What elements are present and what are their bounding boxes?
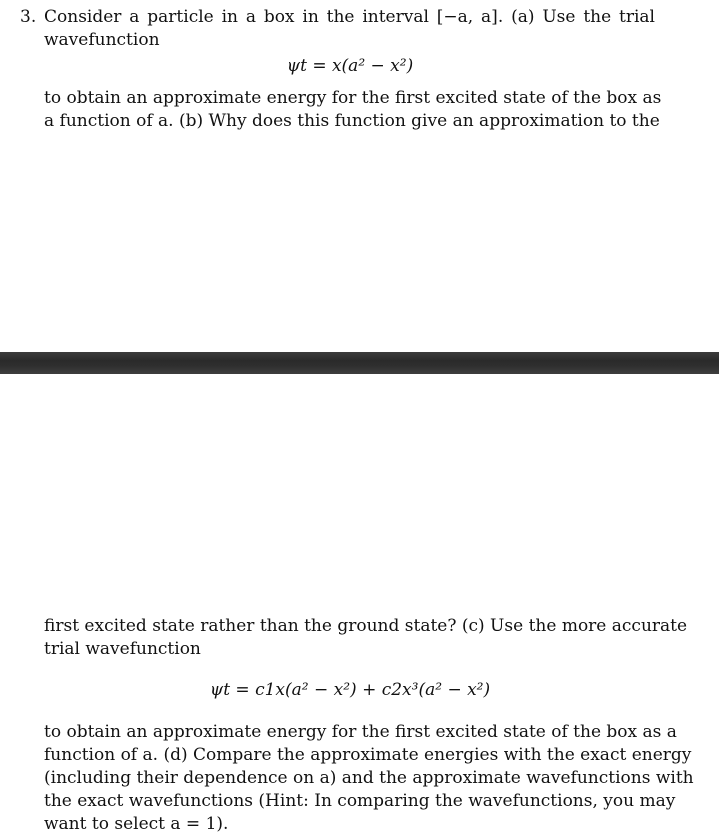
equation-trial-wavefunction <box>0 54 700 78</box>
text-line: function of a. (d) Compare the approximate energies with the exact energy <box>44 745 692 765</box>
equation-text: ψt = x(a² − x²) <box>286 56 414 76</box>
page-divider <box>0 352 719 374</box>
text-line: want to select a = 1). <box>44 814 229 834</box>
page-top <box>0 0 719 352</box>
text-line: a function of a. (b) Why does this function give an approximation to the <box>44 111 660 131</box>
text-line: wavefunction <box>44 30 160 50</box>
problem-number: 3. <box>20 7 37 27</box>
text-line: first excited state rather than the ground state? (c) Use the more accurate <box>44 616 688 636</box>
text-line: the exact wavefunctions (Hint: In comparing the wavefunctions, you may <box>44 791 676 811</box>
text-line: (including their dependence on a) and the approximate wavefunctions with <box>44 768 694 788</box>
text-line: Consider a particle in a box in the interval [−a, a]. (a) Use the trial <box>44 7 655 27</box>
text-line: trial wavefunction <box>44 639 201 659</box>
equation-text: ψt = c1x(a² − x²) + c2x³(a² − x²) <box>209 680 491 700</box>
equation-accurate-trial-wavefunction <box>0 678 700 702</box>
text-line: to obtain an approximate energy for the first excited state of the box as a <box>44 722 677 742</box>
page-bottom <box>0 374 719 840</box>
text-line: to obtain an approximate energy for the first excited state of the box as <box>44 88 662 108</box>
